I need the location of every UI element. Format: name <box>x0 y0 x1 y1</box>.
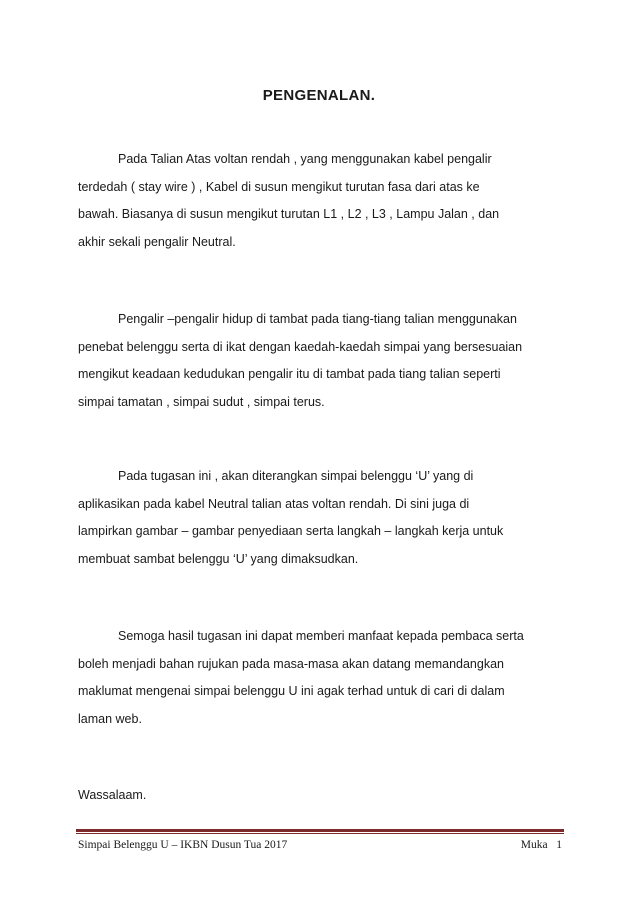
paragraph-2 <box>78 306 568 416</box>
footer-rule-thin <box>76 833 564 834</box>
paragraph-line: Pengalir –pengalir hidup di tambat pada tiang-tiang talian menggunakan <box>118 312 517 326</box>
paragraph-1 <box>78 146 568 256</box>
paragraph-line: Semoga hasil tugasan ini dapat memberi manfaat kepada pembaca serta <box>118 629 524 643</box>
paragraph-3 <box>78 463 568 573</box>
footer-page <box>521 839 562 851</box>
footer-title: Simpai Belenggu U – IKBN Dusun Tua 2017 <box>78 839 288 851</box>
paragraph-line: bawah. Biasanya di susun mengikut turutan L1 , L2 , L3 , Lampu Jalan , dan <box>78 207 500 221</box>
page-title: PENGENALAN. <box>262 87 376 104</box>
paragraph-line: lampirkan gambar – gambar penyediaan serta langkah – langkah kerja untuk <box>78 524 504 538</box>
paragraph-line: membuat sambat belenggu ‘U’ yang dimaksudkan. <box>78 551 359 566</box>
paragraph-line: boleh menjadi bahan rujukan pada masa-masa akan datang memandangkan <box>78 656 504 671</box>
paragraph-4 <box>78 623 568 733</box>
paragraph-line: akhir sekali pengalir Neutral. <box>78 234 236 249</box>
paragraph-line: Pada tugasan ini , akan diterangkan simpai belenggu ‘U’ yang di <box>118 469 474 483</box>
paragraph-line: maklumat mengenai simpai belenggu U ini agak terhad untuk di cari di dalam <box>78 684 505 698</box>
footer-rule-thick <box>76 829 564 832</box>
closing-text: Wassalaam. <box>78 788 147 802</box>
paragraph-line: simpai tamatan , simpai sudut , simpai terus. <box>78 394 325 409</box>
paragraph-line: terdedah ( stay wire ) , Kabel di susun mengikut turutan fasa dari atas ke <box>78 179 480 194</box>
paragraph-line: penebat belenggu serta di ikat dengan kaedah-kaedah simpai yang bersesuaian <box>78 339 523 354</box>
paragraph-line: laman web. <box>78 711 142 726</box>
paragraph-line: aplikasikan pada kabel Neutral talian atas voltan rendah. Di sini juga di <box>78 496 470 511</box>
page-number: 1 <box>556 839 562 851</box>
paragraph-line: Pada Talian Atas voltan rendah , yang menggunakan kabel pengalir <box>118 152 492 166</box>
page-label: Muka <box>520 839 548 851</box>
paragraph-line: mengikut keadaan kedudukan pengalir itu di tambat pada tiang talian seperti <box>78 367 501 381</box>
